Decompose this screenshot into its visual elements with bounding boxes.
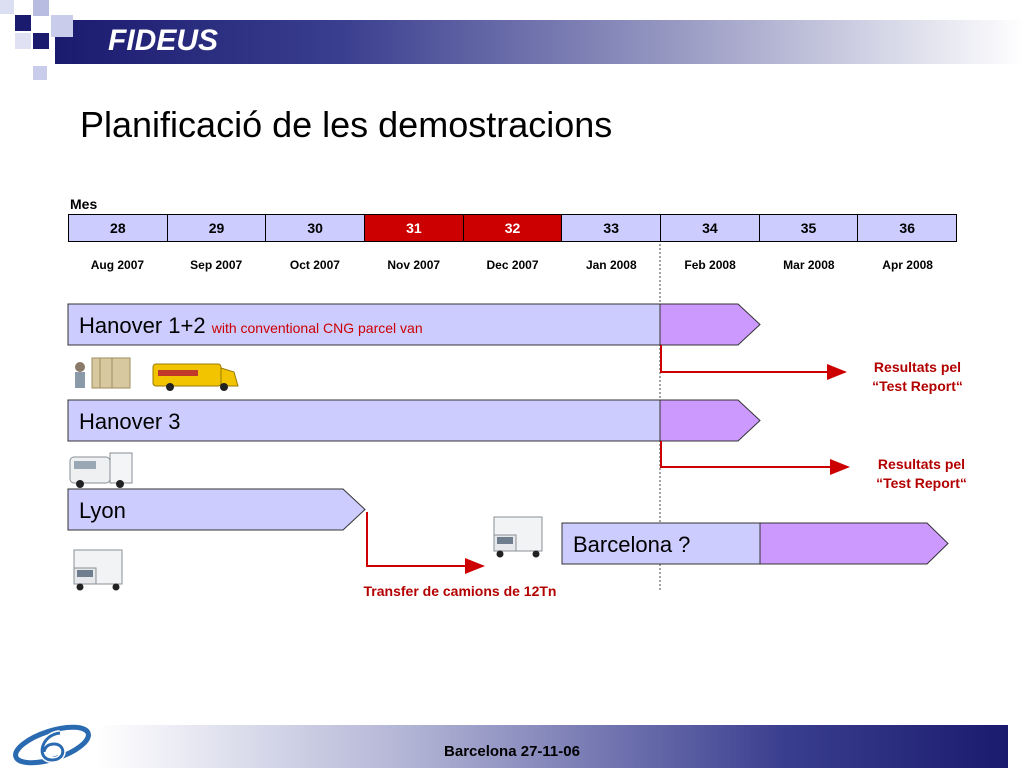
month-cell-36: 36: [858, 215, 956, 241]
worker-icon: [75, 362, 85, 388]
footer-text: Barcelona 27-11-06: [444, 743, 580, 760]
note-results-1-line-2: “Test Report“: [872, 378, 963, 394]
note-results-2: [854, 455, 989, 493]
bar-hanover-1-2-label: [79, 313, 423, 339]
note-results-2-line-2: “Test Report“: [876, 475, 967, 491]
month-date-4: Dec 2007: [486, 258, 539, 272]
van-icon: [70, 453, 132, 488]
month-cell-34: 34: [661, 215, 760, 241]
arrow-transfer: [367, 512, 483, 566]
truck-icon-lyon: [74, 550, 122, 591]
bar-hanover-1-2-title: Hanover 1+2: [79, 313, 206, 338]
month-date-8: Apr 2008: [882, 258, 933, 272]
parcel-cart-icon: [92, 358, 130, 388]
brand-title: FIDEUS: [108, 24, 219, 57]
arrow-hanover-3-results: [661, 441, 848, 467]
bar-hanover-3-label: Hanover 3: [79, 409, 181, 434]
month-cell-35: 35: [760, 215, 859, 241]
note-results-1: [850, 358, 985, 396]
month-date-5: Jan 2008: [585, 258, 637, 272]
page-title: Planificació de les demostracions: [80, 104, 613, 145]
month-cell-29: 29: [168, 215, 267, 241]
month-date-0: Aug 2007: [90, 258, 145, 272]
bar-barcelona-results: [760, 523, 948, 564]
truck-icon-barcelona: [494, 517, 542, 558]
bar-hanover-1-2-sublabel: with conventional CNG parcel van: [211, 320, 423, 336]
bar-hanover-1-2-results: [660, 304, 760, 345]
month-date-2: Oct 2007: [289, 258, 340, 272]
month-date-1: Sep 2007: [190, 258, 243, 272]
months-label: Mes: [70, 196, 98, 212]
arrow-hanover-1-2-results: [661, 345, 845, 372]
bar-barcelona-label: Barcelona ?: [573, 532, 691, 557]
note-transfer: Transfer de camions de 12Tn: [363, 583, 557, 599]
month-cell-31: 31: [365, 215, 464, 241]
month-cell-30: 30: [266, 215, 365, 241]
parcel-van-icon: [153, 364, 238, 391]
bar-hanover-3-results: [660, 400, 760, 441]
month-cell-33: 33: [562, 215, 661, 241]
note-results-2-line-1: Resultats pel: [877, 456, 966, 472]
bar-lyon-label: Lyon: [79, 498, 126, 523]
month-date-3: Nov 2007: [387, 258, 441, 272]
note-results-1-line-1: Resultats pel: [873, 359, 962, 375]
month-date-6: Feb 2008: [684, 258, 736, 272]
month-cell-28: 28: [69, 215, 168, 241]
month-cell-32: 32: [464, 215, 563, 241]
month-date-7: Mar 2008: [783, 258, 835, 272]
